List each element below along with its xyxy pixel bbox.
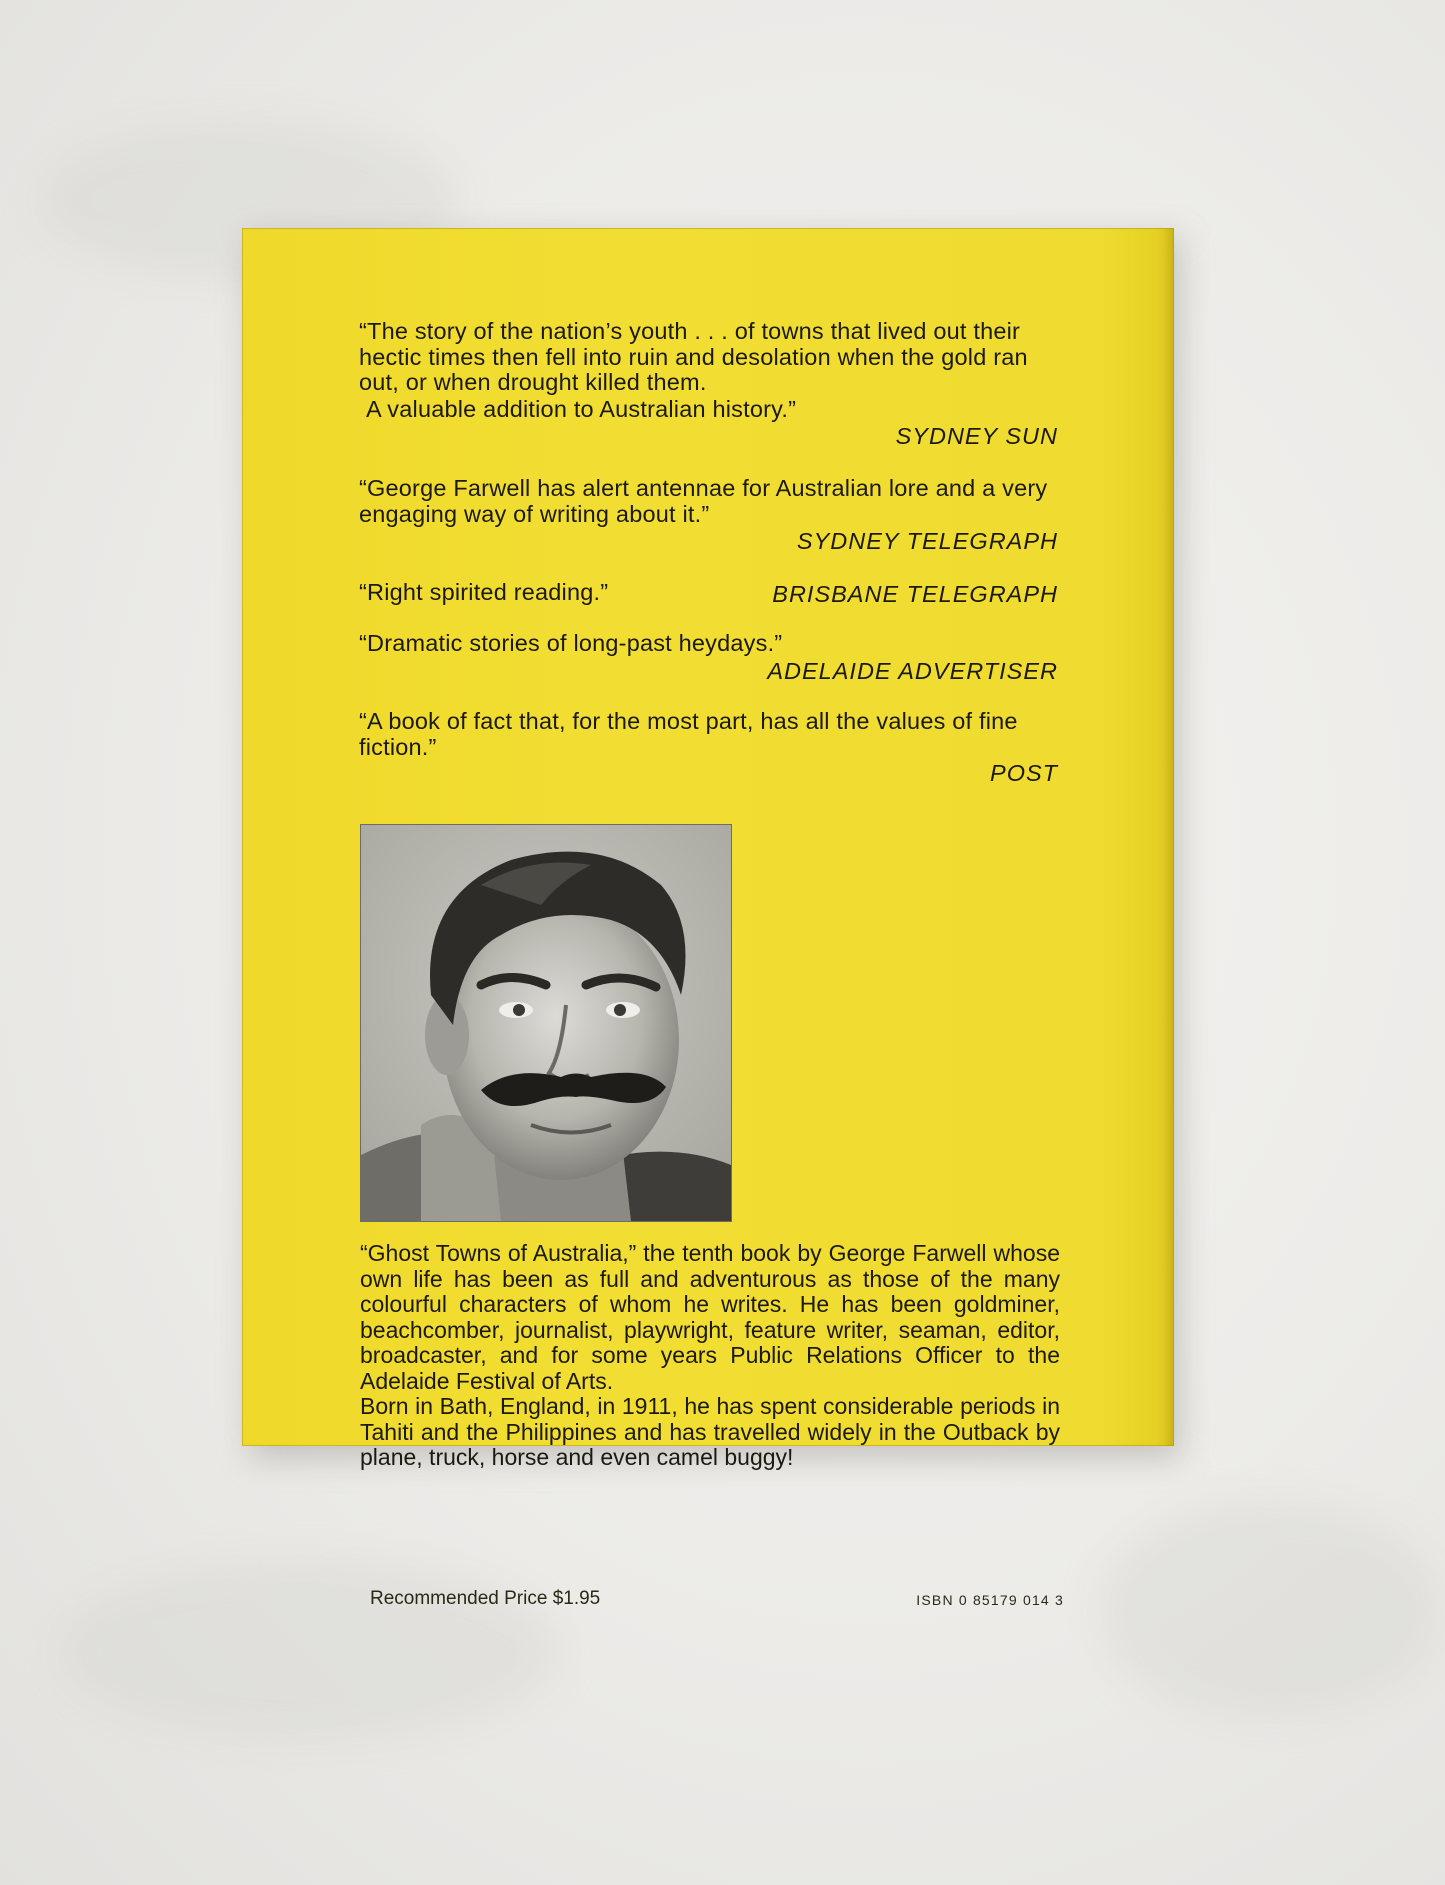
quote-source: SYDNEY SUN — [895, 423, 1058, 449]
isbn: ISBN 0 85179 014 3 — [916, 1592, 1064, 1608]
author-portrait-drawing — [361, 825, 731, 1221]
quote-source: POST — [990, 760, 1058, 786]
quote-text: “The story of the nation’s youth . . . of towns that lived out their hectic times then fell into ruin and desolation when the gold ran out, or when drought killed them. — [359, 318, 1028, 395]
quote-text: A valuable addition to Australian history.” — [366, 396, 797, 422]
quote-source: BRISBANE TELEGRAPH — [772, 581, 1058, 607]
book-back-cover — [242, 228, 1174, 1609]
quote-text: “George Farwell has alert antennae for Australian lore and a very engaging way of writing about it.” — [359, 475, 1048, 527]
cloth-fold — [1100, 1500, 1440, 1720]
quote-source: SYDNEY TELEGRAPH — [796, 528, 1058, 554]
quote-text: “A book of fact that, for the most part, has all the values of fine fiction.” — [359, 708, 1018, 760]
recommended-price: Recommended Price $1.95 — [370, 1588, 601, 1609]
author-bio-paragraph: “Ghost Towns of Australia,” the tenth book by George Farwell whose own life has been as full and adventurous as those of the many colourful characters of whom he writes. He has been goldminer, beachcomber, journalist, playwright, feature writer, seaman, editor, broadcaster, and for some years Public Relations Officer to the Adelaide Festival of Arts. — [360, 1240, 1060, 1394]
author-portrait — [360, 824, 732, 1222]
quote-source: ADELAIDE ADVERTISER — [767, 658, 1058, 684]
author-bio — [360, 1241, 1060, 1471]
quote-text: “Right spirited reading.” — [359, 579, 609, 605]
quote-text: “Dramatic stories of long-past heydays.” — [359, 630, 783, 656]
author-bio-paragraph: Born in Bath, England, in 1911, he has spent considerable periods in Tahiti and the Philippines and has travelled widely in the Outback by plane, truck, horse and even camel buggy! — [360, 1393, 1060, 1470]
cloth-fold — [60, 1560, 560, 1740]
